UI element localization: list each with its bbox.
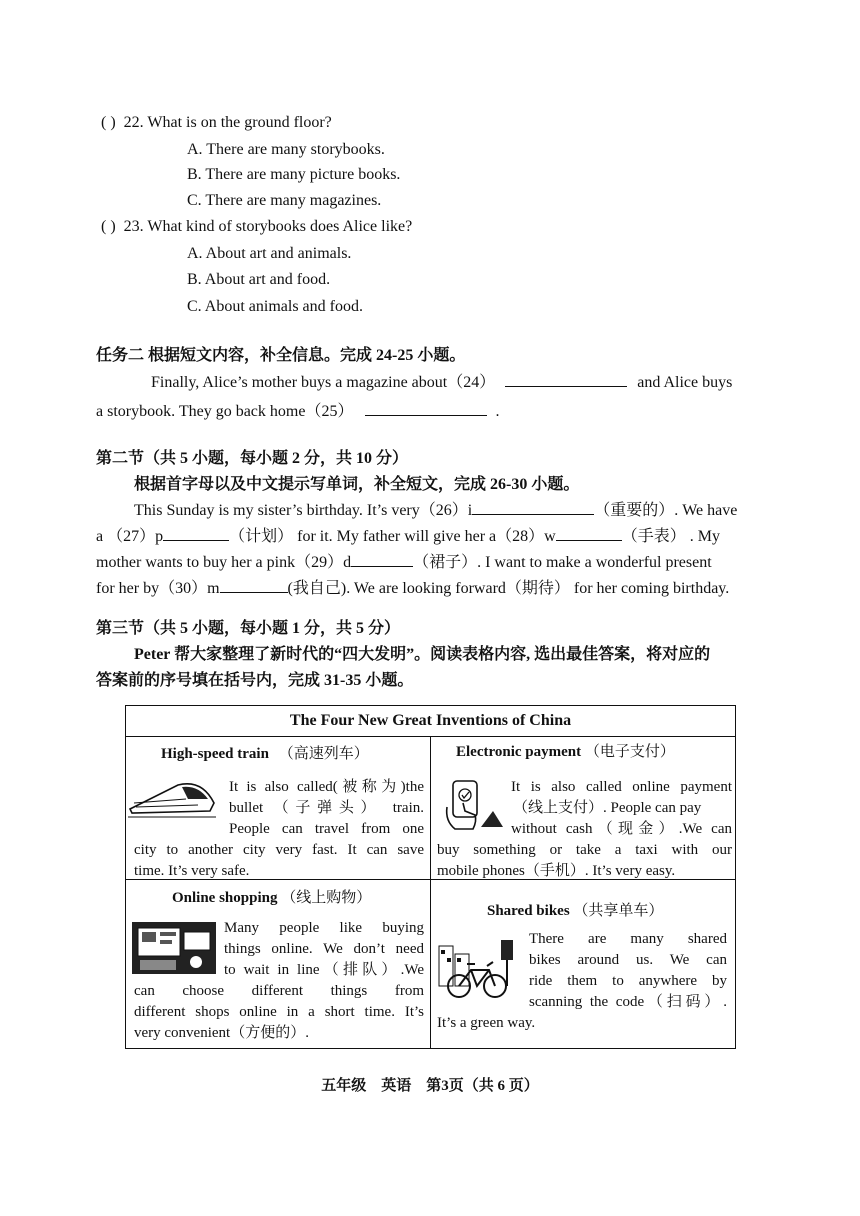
text: a storybook. They go back home（25）: [96, 403, 354, 420]
shopping-name: Online shopping: [172, 890, 278, 906]
text: This Sunday is my sister’s birthday. It’s very（26）i: [134, 502, 473, 519]
cell-high-speed-train: [126, 737, 431, 880]
desc-line: city to another city very fast. It can save: [134, 842, 424, 858]
shared-bike-icon: [437, 936, 523, 1000]
desc-line: bikes around us. We can: [528, 952, 727, 968]
question-22: [101, 114, 332, 132]
shopping-title: [172, 888, 371, 909]
option-22-a: A. There are many storybooks.: [187, 141, 385, 158]
train-name: High-speed train: [161, 746, 269, 762]
inventions-table: [125, 705, 736, 1049]
text: a （27）p: [96, 528, 164, 545]
payment-title: [456, 742, 675, 763]
desc-line: can choose different things from: [134, 983, 424, 999]
text: （裙子）. I want to make a wonderful present: [413, 554, 712, 571]
payment-desc-bottom: [437, 840, 732, 882]
question-text: What kind of storybooks does Alice like?: [147, 218, 413, 235]
cloze-line-3: [96, 549, 712, 572]
blank-24[interactable]: [505, 372, 627, 387]
cell-online-shopping: [126, 880, 431, 1049]
option-23-b: B. About art and food.: [187, 271, 331, 288]
desc-line: Many people like buying: [224, 920, 424, 936]
cloze-line-1: [134, 497, 737, 520]
desc-line: buy something or take a taxi with our: [436, 842, 732, 858]
train-desc-bottom: [134, 840, 424, 882]
bikes-title: [487, 901, 663, 922]
blank-26[interactable]: [472, 500, 594, 515]
phone-payment-icon: [443, 777, 505, 833]
section3-instruction-2: 答案前的序号填在括号内，完成 31-35 小题。: [96, 672, 414, 689]
online-shopping-icon: [132, 922, 216, 974]
question-number: 23.: [123, 218, 144, 235]
answer-paren[interactable]: ( ): [101, 218, 116, 235]
page-footer: 五年级 英语 第3页（共 6 页）: [321, 1078, 539, 1094]
desc-line: People can travel from one: [229, 821, 424, 837]
desc-line: scanning the code（扫码）.: [528, 994, 727, 1010]
blank-30[interactable]: [220, 578, 288, 593]
text: （手表） . My: [621, 528, 720, 545]
desc-line: bullet （子弹头） train.: [229, 800, 424, 816]
question-text: What is on the ground floor?: [147, 114, 332, 131]
section2-instruction: 根据首字母以及中文提示写单词，补全短文，完成 26-30 小题。: [134, 476, 580, 493]
train-desc-top: [229, 777, 424, 840]
high-speed-train-icon: [128, 773, 216, 821]
payment-cn: （电子支付）: [584, 744, 675, 760]
desc-line: time. It’s very safe.: [134, 863, 250, 879]
text: （计划） for it. My father will give her a（28）w: [229, 528, 556, 545]
shopping-cn: （线上购物）: [281, 890, 372, 906]
cell-shared-bikes: [430, 880, 735, 1049]
text: for her by（30）m: [96, 580, 220, 597]
text: mother wants to buy her a pink（29）d: [96, 554, 352, 571]
desc-line: different shops online in a short time. It’s: [134, 1004, 424, 1020]
blank-27[interactable]: [163, 526, 229, 541]
desc-line: There are many shared: [528, 931, 727, 947]
train-cn: （高速列车）: [278, 746, 369, 762]
desc-line: ride them to anywhere by: [528, 973, 727, 989]
payment-name: Electronic payment: [455, 744, 582, 760]
section3-heading: 第三节（共 5 小题，每小题 1 分，共 5 分）: [96, 620, 401, 637]
shopping-desc-bottom: [134, 981, 424, 1044]
task2-line2: [96, 398, 499, 421]
answer-paren[interactable]: ( ): [101, 114, 116, 131]
blank-29[interactable]: [351, 552, 413, 567]
question-number: 22.: [123, 114, 144, 131]
desc-line: very convenient（方便的）.: [134, 1025, 309, 1041]
text: and Alice buys: [637, 374, 733, 391]
option-23-c: C. About animals and food.: [187, 298, 363, 315]
blank-28[interactable]: [556, 526, 622, 541]
option-22-b: B. There are many picture books.: [187, 166, 401, 183]
table-title-cell: [126, 706, 736, 737]
table-title: The Four New Great Inventions of China: [289, 712, 572, 729]
task2-heading: 任务二 根据短文内容，补全信息。完成 24-25 小题。: [96, 347, 466, 364]
bikes-desc-bottom: [437, 1013, 535, 1034]
payment-desc-top: [511, 777, 732, 840]
text: (我自己). We are looking forward（期待） for her coming birthday.: [287, 580, 730, 597]
desc-line: It is also called online payment: [510, 779, 732, 795]
cloze-line-2: [96, 523, 720, 546]
option-22-c: C. There are many magazines.: [187, 192, 382, 209]
question-23: [101, 218, 412, 236]
text: （重要的）. We have: [594, 502, 738, 519]
bikes-cn: （共享单车）: [573, 903, 664, 919]
desc-line: （线上支付）. People can pay: [512, 800, 702, 816]
desc-line: It is also called(被称为)the: [229, 779, 424, 795]
section3-instruction-1: Peter 帮大家整理了新时代的“四大发明”。阅读表格内容, 选出最佳答案，将对应的: [134, 646, 711, 663]
desc-line: mobile phones（手机）. It’s very easy.: [436, 863, 676, 879]
cloze-line-4: [96, 575, 729, 598]
train-title: [161, 744, 369, 765]
shopping-desc-top: [224, 918, 424, 981]
option-23-a: A. About art and animals.: [187, 245, 352, 262]
desc-line: to wait in line（排队）.We: [224, 962, 424, 978]
desc-line: without cash（现金）.We can: [510, 821, 732, 837]
bikes-desc-top: [529, 929, 727, 1013]
text: .: [495, 403, 500, 420]
desc-line: It’s a green way.: [436, 1015, 536, 1031]
section2-heading: 第二节（共 5 小题，每小题 2 分，共 10 分）: [96, 450, 409, 467]
desc-line: things online. We don’t need: [224, 941, 424, 957]
text: Finally, Alice’s mother buys a magazine about（24）: [151, 374, 496, 391]
bikes-name: Shared bikes: [486, 903, 570, 919]
task2-line1: [151, 369, 732, 392]
blank-25[interactable]: [365, 401, 487, 416]
cell-electronic-payment: [430, 737, 735, 880]
